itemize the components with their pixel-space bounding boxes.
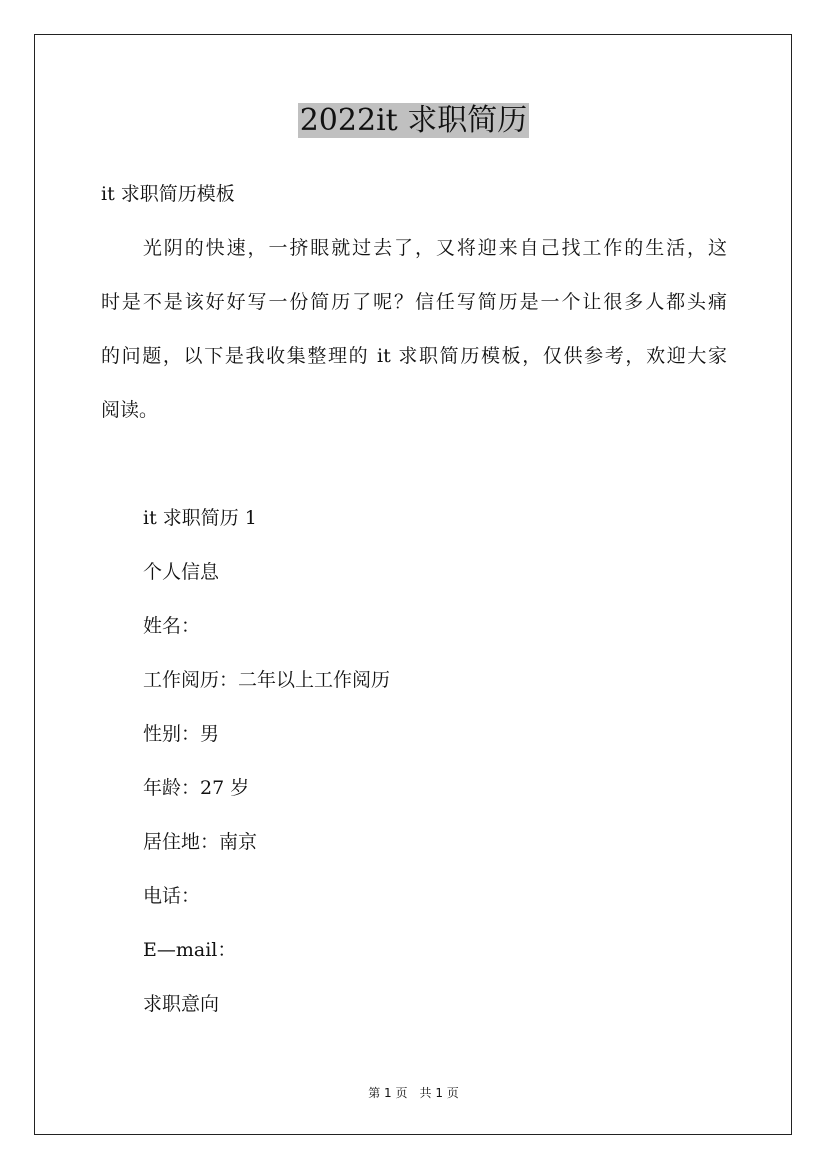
intro-line-3: 的问题，以下是我收集整理的 it 求职简历模板，仅供参考，欢迎大家	[101, 345, 727, 367]
section-job-intention: 求职意向	[143, 993, 220, 1015]
field-phone: 电话：	[143, 885, 201, 907]
page-footer: 第 1 页 共 1 页	[368, 1086, 459, 1100]
field-email: E—mail：	[143, 939, 237, 961]
field-name: 姓名：	[143, 615, 201, 637]
section-personal-info: 个人信息	[143, 561, 220, 583]
document-subtitle: it 求职简历模板	[101, 183, 235, 205]
intro-line-4: 阅读。	[101, 399, 159, 421]
field-age: 年龄：27 岁	[143, 777, 250, 799]
field-gender: 性别：男	[143, 723, 220, 745]
document-title-text: 2022it 求职简历	[299, 103, 528, 138]
intro-line-1: 光阴的快速，一挤眼就过去了，又将迎来自己找工作的生活，这	[101, 237, 727, 259]
field-experience: 工作阅历：二年以上工作阅历	[143, 669, 391, 691]
resume-heading: it 求职简历 1	[143, 507, 257, 529]
document-title	[0, 100, 827, 142]
intro-line-2: 时是不是该好好写一份简历了呢？信任写简历是一个让很多人都头痛	[101, 291, 727, 313]
field-residence: 居住地：南京	[143, 831, 258, 853]
